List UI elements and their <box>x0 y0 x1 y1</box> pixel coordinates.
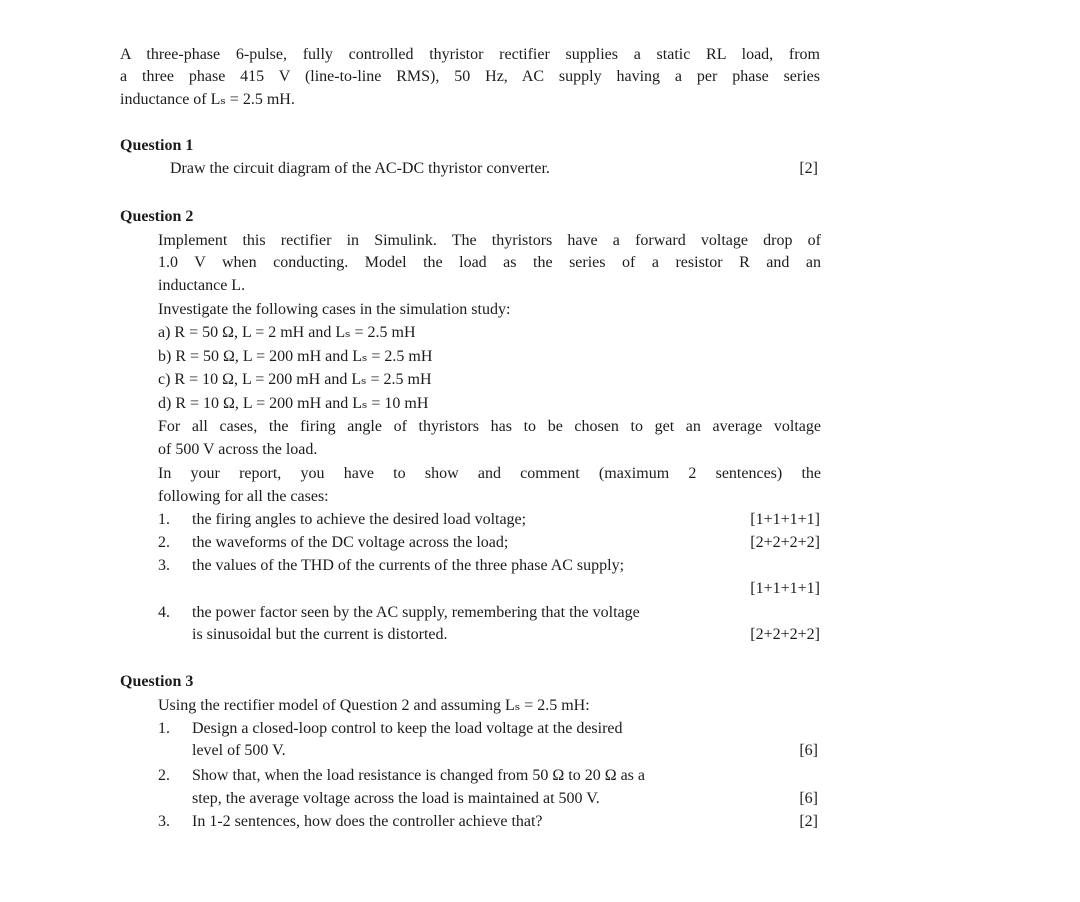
q3-item-2-number: 2. <box>158 767 170 784</box>
question-2-heading: Question 2 <box>120 208 194 225</box>
q3-item-2-mark: [6] <box>799 790 818 807</box>
q2-item-1-mark: [1+1+1+1] <box>750 511 820 528</box>
question-1-mark: [2] <box>799 160 818 177</box>
question-1-heading: Question 1 <box>120 137 194 154</box>
q3-item-2-text-continued: step, the average voltage across the load is maintained at 500 V. <box>192 790 600 807</box>
q3-item-1-mark: [6] <box>799 742 818 759</box>
q2-item-2-text: the waveforms of the DC voltage across the load; <box>192 534 509 551</box>
q2-report-line-2: following for all the cases: <box>158 488 329 505</box>
q2-item-2 <box>158 532 508 553</box>
q2-firing-line-2: of 500 V across the load. <box>158 441 318 458</box>
q2-item-3 <box>158 555 624 576</box>
q2-item-2-mark: [2+2+2+2] <box>750 534 820 551</box>
q2-paragraph-line-1: Implement this rectifier in Simulink. The thyristors have a forward voltage drop of <box>158 232 821 249</box>
q3-item-1-text-continued: level of 500 V. <box>192 742 286 759</box>
q2-item-3-text: the values of the THD of the currents of the three phase AC supply; <box>192 557 625 574</box>
q3-item-3 <box>158 811 543 832</box>
q2-item-3-number: 3. <box>158 557 170 574</box>
q3-item-3-text: In 1-2 sentences, how does the controller achieve that? <box>192 813 543 830</box>
question-3-heading: Question 3 <box>120 673 194 690</box>
q2-case-d: d) R = 10 Ω, L = 200 mH and Lₛ = 10 mH <box>158 395 429 412</box>
q3-item-1-text: Design a closed-loop control to keep the load voltage at the desired <box>192 720 623 737</box>
q2-item-4-text-continued: is sinusoidal but the current is distorted. <box>192 626 448 643</box>
q3-item-2-text: Show that, when the load resistance is changed from 50 Ω to 20 Ω as a <box>192 767 646 784</box>
question-1-text: Draw the circuit diagram of the AC-DC thyristor converter. <box>170 160 550 177</box>
q2-case-a: a) R = 50 Ω, L = 2 mH and Lₛ = 2.5 mH <box>158 324 416 341</box>
q2-item-1-number: 1. <box>158 511 170 528</box>
intro-line-3: inductance of Lₛ = 2.5 mH. <box>120 91 295 108</box>
q2-firing-line-1: For all cases, the firing angle of thyristors has to be chosen to get an average voltage <box>158 418 821 435</box>
q2-case-b: b) R = 50 Ω, L = 200 mH and Lₛ = 2.5 mH <box>158 348 433 365</box>
q2-investigate-text: Investigate the following cases in the simulation study: <box>158 301 511 318</box>
q3-item-1 <box>158 718 623 739</box>
intro-line-1: A three-phase 6-pulse, fully controlled thyristor rectifier supplies a static RL load, from <box>120 46 820 63</box>
q2-item-4 <box>158 602 640 623</box>
q2-item-3-mark: [1+1+1+1] <box>750 580 820 597</box>
q2-item-1 <box>158 509 526 530</box>
q2-item-4-number: 4. <box>158 604 170 621</box>
q3-item-2 <box>158 765 645 786</box>
q3-item-1-number: 1. <box>158 720 170 737</box>
q2-report-line-1: In your report, you have to show and comment (maximum 2 sentences) the <box>158 465 821 482</box>
q2-item-2-number: 2. <box>158 534 170 551</box>
q3-intro: Using the rectifier model of Question 2 and assuming Lₛ = 2.5 mH: <box>158 697 590 714</box>
q2-item-1-text: the firing angles to achieve the desired load voltage; <box>192 511 527 528</box>
q2-item-4-mark: [2+2+2+2] <box>750 626 820 643</box>
q3-item-3-mark: [2] <box>799 813 818 830</box>
q3-item-3-number: 3. <box>158 813 170 830</box>
q2-paragraph-line-3: inductance L. <box>158 277 246 294</box>
intro-line-2: a three phase 415 V (line-to-line RMS), 50 Hz, AC supply having a per phase series <box>120 68 820 85</box>
q2-item-4-text: the power factor seen by the AC supply, remembering that the voltage <box>192 604 640 621</box>
q2-paragraph-line-2: 1.0 V when conducting. Model the load as the series of a resistor R and an <box>158 254 821 271</box>
q2-case-c: c) R = 10 Ω, L = 200 mH and Lₛ = 2.5 mH <box>158 371 432 388</box>
